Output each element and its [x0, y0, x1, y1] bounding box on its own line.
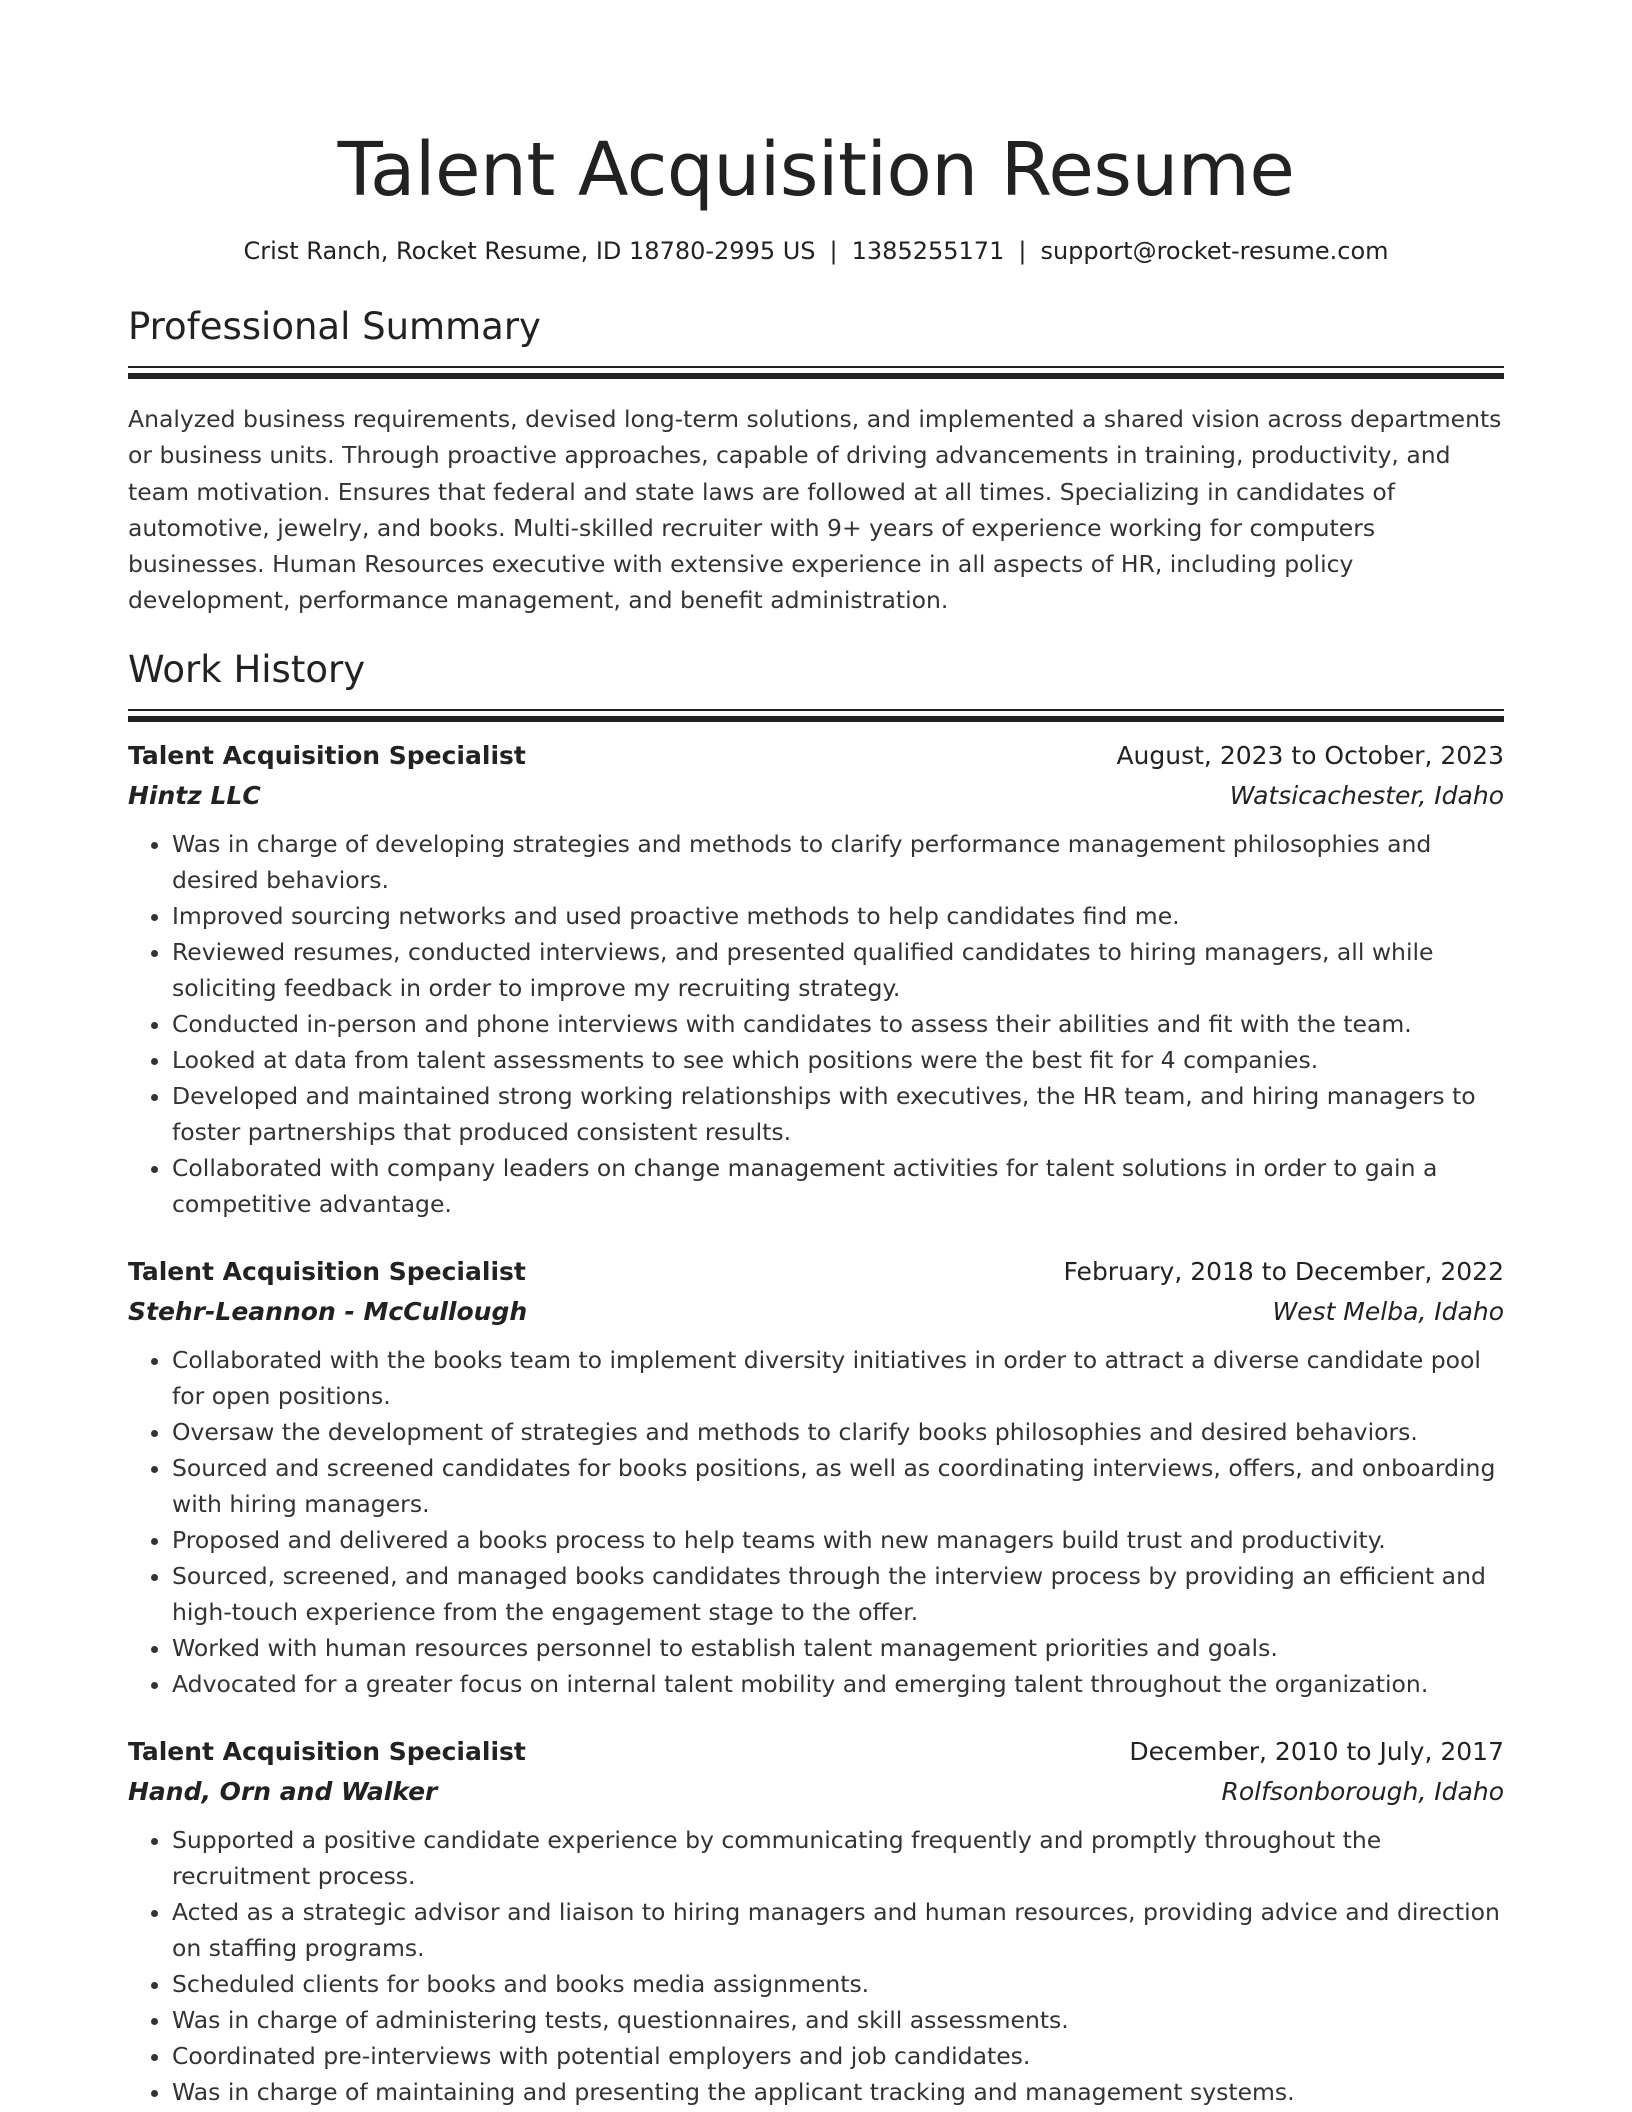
- job-location: Watsicachester, Idaho: [1229, 780, 1504, 810]
- job-bullet: • Was in charge of administering tests, questionnaires, and skill assessments.: [172, 2002, 1504, 2038]
- job-location: Rolfsonborough, Idaho: [1221, 1776, 1504, 1806]
- section-rule-thin: [128, 709, 1504, 711]
- job-list: [128, 736, 1504, 2110]
- resume-page: [128, 0, 1504, 2110]
- section-rule-thick: [128, 716, 1504, 722]
- job-dates: February, 2018 to December, 2022: [1063, 1256, 1504, 1286]
- resume-name: Talent Acquisition Resume: [337, 127, 1295, 213]
- contact-separator: |: [1018, 237, 1027, 265]
- job-title: Talent Acquisition Specialist: [128, 1736, 526, 1766]
- job-bullet: • Sourced, screened, and managed books candidates through the interview process by providing an efficient and high-touch experience from the engagement stage to the offer.: [172, 1558, 1504, 1630]
- job-subheader: [128, 1772, 1504, 1812]
- job-bullet: • Oversaw the development of strategies and methods to clarify books philosophies and desired behaviors.: [172, 1414, 1504, 1450]
- summary-section: [128, 302, 1504, 619]
- job-dates: August, 2023 to October, 2023: [1116, 740, 1504, 770]
- job-bullet: • Improved sourcing networks and used proactive methods to help candidates find me.: [172, 898, 1504, 934]
- job-title: Talent Acquisition Specialist: [128, 1256, 526, 1286]
- job-title: Talent Acquisition Specialist: [128, 740, 526, 770]
- job-entry: [128, 1252, 1504, 1702]
- job-bullet: • Looked at data from talent assessments to see which positions were the best fit for 4 companies.: [172, 1042, 1504, 1078]
- section-rule-thin: [128, 366, 1504, 368]
- work-history-section: [128, 645, 1504, 2110]
- job-header: [128, 1252, 1504, 1292]
- section-title-summary: Professional Summary: [128, 305, 541, 348]
- contact-address: Crist Ranch, Rocket Resume, ID 18780-2995 US: [243, 237, 816, 265]
- job-bullet: • Was in charge of developing strategies and methods to clarify performance management philosophies and desired behaviors.: [172, 826, 1504, 898]
- job-entry: [128, 736, 1504, 1222]
- contact-separator: |: [829, 237, 838, 265]
- job-bullet: • Coordinated pre-interviews with potential employers and job candidates.: [172, 2038, 1504, 2074]
- job-bullet: • Worked with human resources personnel to establish talent management priorities and goals.: [172, 1630, 1504, 1666]
- job-bullet: • Acted as a strategic advisor and liaison to hiring managers and human resources, providing advice and direction on staffing programs.: [172, 1894, 1504, 1966]
- contact-line: [128, 234, 1504, 268]
- job-entry: [128, 1732, 1504, 2110]
- job-bullet: • Collaborated with company leaders on change management activities for talent solutions in order to gain a competitive advantage.: [172, 1150, 1504, 1222]
- job-bullet-list: [128, 1342, 1504, 1702]
- job-bullet: • Conducted in-person and phone interviews with candidates to assess their abilities and fit with the team.: [172, 1006, 1504, 1042]
- job-bullet: • Was in charge of maintaining and presenting the applicant tracking and management systems.: [172, 2074, 1504, 2110]
- job-bullet-list: [128, 826, 1504, 1222]
- job-location: West Melba, Idaho: [1272, 1296, 1504, 1326]
- job-bullet: • Scheduled clients for books and books media assignments.: [172, 1966, 1504, 2002]
- section-title-work-history: Work History: [128, 647, 366, 691]
- job-company: Stehr-Leannon - McCullough: [128, 1296, 528, 1326]
- job-bullet: • Supported a positive candidate experience by communicating frequently and promptly throughout the recruitment process.: [172, 1822, 1504, 1894]
- job-bullet: • Developed and maintained strong working relationships with executives, the HR team, and hiring managers to foster partnerships that produced consistent results.: [172, 1078, 1504, 1150]
- job-bullet: • Reviewed resumes, conducted interviews, and presented qualified candidates to hiring managers, all while soliciting feedback in order to improve my recruiting strategy.: [172, 934, 1504, 1006]
- section-rule-thick: [128, 373, 1504, 379]
- job-bullet: • Collaborated with the books team to implement diversity initiatives in order to attract a diverse candidate pool for open positions.: [172, 1342, 1504, 1414]
- job-company: Hand, Orn and Walker: [128, 1776, 438, 1806]
- job-header: [128, 736, 1504, 776]
- job-company: Hintz LLC: [128, 780, 261, 810]
- summary-text: Analyzed business requirements, devised long-term solutions, and implemented a shared vision across departments or business units. Through proactive approaches, capable of driving advancements in training, productivity, and team motivation. Ensures that federal and state laws are followed at all times. Specializing in candidates of automotive, jewelry, and books. Multi-skilled recruiter with 9+ years of experience working for computers businesses. Human Resources executive with extensive experience in all aspects of HR, including policy development, performance management, and benefit administration.: [128, 405, 1502, 615]
- job-dates: December, 2010 to July, 2017: [1129, 1736, 1504, 1766]
- job-bullet: • Sourced and screened candidates for books positions, as well as coordinating interviews, offers, and onboarding with hiring managers.: [172, 1450, 1504, 1522]
- job-header: [128, 1732, 1504, 1772]
- job-subheader: [128, 1292, 1504, 1332]
- contact-email: support@rocket-resume.com: [1040, 237, 1389, 265]
- job-bullet: • Proposed and delivered a books process to help teams with new managers build trust and productivity.: [172, 1522, 1504, 1558]
- job-bullet-list: [128, 1822, 1504, 2110]
- job-subheader: [128, 776, 1504, 816]
- job-bullet: • Advocated for a greater focus on internal talent mobility and emerging talent throughout the organization.: [172, 1666, 1504, 1702]
- contact-phone: 1385255171: [851, 237, 1005, 265]
